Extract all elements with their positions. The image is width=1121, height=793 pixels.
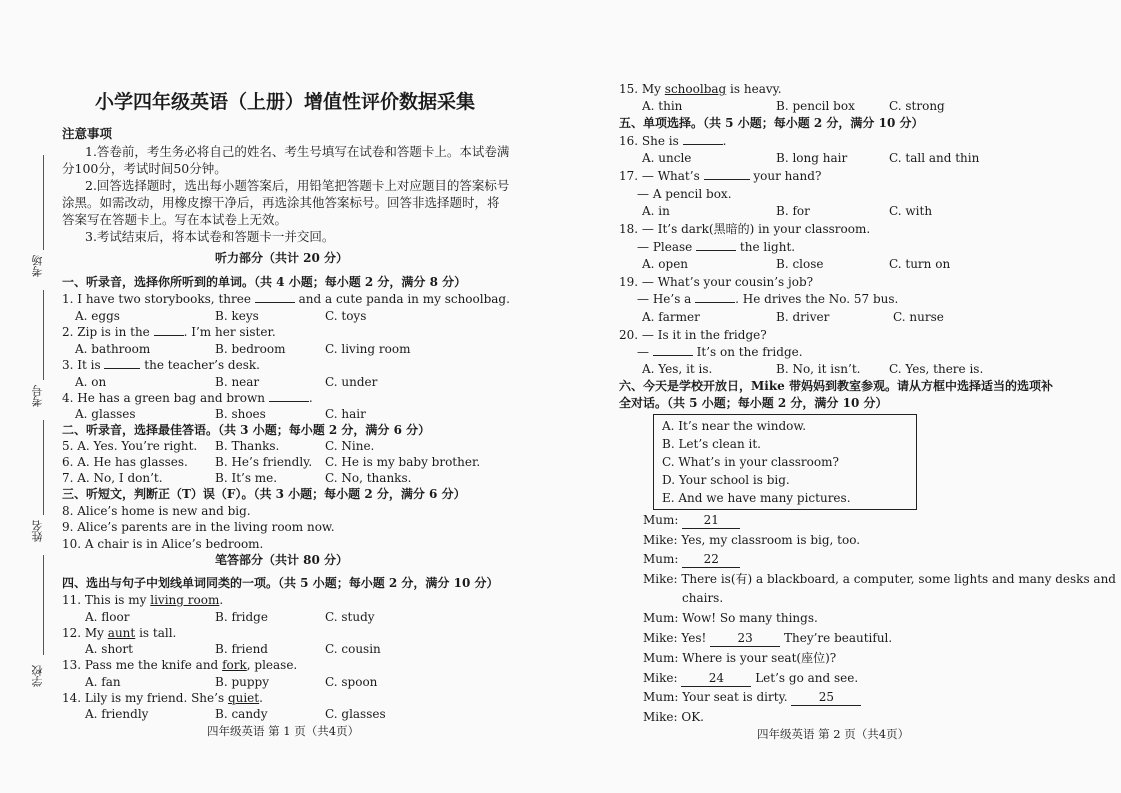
q3-option-a[interactable]: A. on — [75, 375, 107, 389]
q14-option-c[interactable]: C. glasses — [325, 707, 386, 721]
page-title: 小学四年级英语（上册）增值性评价数据采集 — [95, 91, 476, 113]
q15-option-b[interactable]: B. pencil box — [776, 99, 855, 113]
section-5-heading: 五、单项选择。（共 5 小题；每小题 2 分，满分 10 分） — [619, 116, 924, 130]
q18-option-a[interactable]: A. open — [642, 257, 689, 271]
blank-25[interactable]: 25 — [791, 690, 861, 706]
q5-option-c[interactable]: C. Nine. — [325, 439, 375, 453]
q13-option-a[interactable]: A. fan — [85, 675, 121, 689]
section-3-heading: 三、听短文，判断正（T）误（F）。（共 3 小题；每小题 2 分，满分 6 分） — [62, 487, 466, 501]
page-footer-1: 四年级英语 第 1 页（共4页） — [207, 724, 360, 738]
binding-line — [43, 555, 44, 655]
q11-option-b[interactable]: B. fridge — [215, 610, 268, 624]
blank-22[interactable]: 22 — [682, 552, 740, 568]
q13-option-b[interactable]: B. puppy — [215, 675, 269, 689]
q4-option-c[interactable]: C. hair — [325, 407, 366, 421]
note-3: 3.考试结束后，将本试卷和答题卡一并交回。 — [85, 229, 335, 244]
question-17-answer: — A pencil box. — [637, 187, 732, 201]
q14-option-b[interactable]: B. candy — [215, 707, 268, 721]
dialog-line-10: Mike: OK. — [643, 710, 704, 724]
q2-option-b[interactable]: B. bedroom — [215, 342, 286, 356]
blank-21[interactable]: 21 — [682, 513, 740, 529]
question-18-line2: — Please the light. — [637, 240, 796, 254]
section-2-heading: 二、听录音，选择最佳答语。（共 3 小题；每小题 2 分，满分 6 分） — [62, 423, 431, 437]
question-18: 18. — It’s dark(黑暗的) in your classroom. — [619, 222, 871, 236]
q13-option-c[interactable]: C. spoon — [325, 675, 378, 689]
section-6-heading-2: 全对话。（共 5 小题；每小题 2 分，满分 10 分） — [619, 396, 888, 410]
section-4-heading: 四、选出与句子中划线单词同类的一项。（共 5 小题；每小题 2 分，满分 10 分） — [62, 576, 499, 590]
q19-option-c[interactable]: C. nurse — [893, 310, 944, 324]
question-19: 19. — What’s your cousin’s job? — [619, 275, 814, 289]
question-20-line2: — It’s on the fridge. — [637, 345, 803, 359]
binding-label-exam-number: 考号 — [31, 385, 44, 407]
dialog-line-5: Mum: Wow! So many things. — [643, 611, 818, 625]
q16-option-b[interactable]: B. long hair — [776, 151, 848, 165]
question-11: 11. This is my living room. — [62, 593, 224, 607]
q7-option-b[interactable]: B. It’s me. — [215, 471, 278, 485]
note-1b: 分100分，考试时间50分钟。 — [62, 161, 227, 176]
question-20: 20. — Is it in the fridge? — [619, 328, 767, 342]
binding-line — [43, 420, 44, 515]
question-12: 12. My aunt is tall. — [62, 626, 177, 640]
q11-option-c[interactable]: C. study — [325, 610, 375, 624]
q15-option-a[interactable]: A. thin — [642, 99, 683, 113]
dialog-line-4b: chairs. — [682, 591, 724, 605]
question-4: 4. He has a green bag and brown . — [62, 391, 313, 405]
q4-option-b[interactable]: B. shoes — [215, 407, 266, 421]
q7-option-a[interactable]: 7. A. No, I don’t. — [62, 471, 163, 485]
dialog-line-6: Mike: Yes! 23 They’re beautiful. — [643, 631, 893, 645]
binding-margin — [0, 0, 55, 793]
q4-option-a[interactable]: A. glasses — [75, 407, 136, 421]
q2-option-a[interactable]: A. bathroom — [75, 342, 151, 356]
question-13: 13. Pass me the knife and fork, please. — [62, 658, 298, 672]
q18-option-b[interactable]: B. close — [776, 257, 824, 271]
box-option-c: C. What’s in your classroom? — [662, 455, 839, 469]
q6-option-c[interactable]: C. He is my baby brother. — [325, 455, 481, 469]
question-16: 16. She is . — [619, 134, 727, 148]
q12-option-a[interactable]: A. short — [85, 642, 133, 656]
q17-option-a[interactable]: A. in — [642, 204, 670, 218]
binding-label-name: 姓名 — [31, 520, 44, 542]
q19-option-b[interactable]: B. driver — [776, 310, 830, 324]
options-box — [653, 414, 917, 510]
listening-part-heading: 听力部分（共计 20 分） — [215, 251, 349, 265]
dialog-line-1: Mum: 21 — [643, 513, 740, 529]
q20-option-a[interactable]: A. Yes, it is. — [642, 362, 713, 376]
question-14: 14. Lily is my friend. She’s quiet. — [62, 691, 263, 705]
q20-option-b[interactable]: B. No, it isn’t. — [776, 362, 861, 376]
q7-option-c[interactable]: C. No, thanks. — [325, 471, 412, 485]
q16-option-a[interactable]: A. uncle — [642, 151, 692, 165]
dialog-line-9: Mum: Your seat is dirty. 25 — [643, 690, 861, 706]
q1-option-c[interactable]: C. toys — [325, 309, 367, 323]
question-2: 2. Zip is in the . I’m her sister. — [62, 325, 276, 339]
binding-line — [43, 290, 44, 380]
question-15: 15. My schoolbag is heavy. — [619, 82, 782, 96]
question-19-line2: — He’s a . He drives the No. 57 bus. — [637, 292, 899, 306]
question-10: 10. A chair is in Alice’s bedroom. — [62, 537, 264, 551]
dialog-line-4: Mike: There is(有) a blackboard, a computer, some lights and many desks and — [643, 572, 1116, 586]
q3-option-c[interactable]: C. under — [325, 375, 378, 389]
note-2a: 2.回答选择题时，选出每小题答案后，用铅笔把答题卡上对应题目的答案标号 — [85, 178, 510, 193]
q16-option-c[interactable]: C. tall and thin — [889, 151, 980, 165]
q19-option-a[interactable]: A. farmer — [642, 310, 700, 324]
question-1: 1. I have two storybooks, three and a cute panda in my schoolbag. — [62, 292, 510, 306]
box-option-e: E. And we have many pictures. — [662, 491, 851, 505]
dialog-line-8: Mike: 24 Let’s go and see. — [643, 671, 859, 685]
blank-24[interactable]: 24 — [681, 671, 751, 687]
note-2c: 答案写在答题卡上。写在本试卷上无效。 — [62, 212, 288, 227]
blank-23[interactable]: 23 — [710, 631, 780, 647]
note-1a: 1.答卷前，考生务必将自己的姓名、考生号填写在试卷和答题卡上。本试卷满 — [85, 144, 510, 159]
q1-option-b[interactable]: B. keys — [215, 309, 259, 323]
q18-option-c[interactable]: C. turn on — [889, 257, 951, 271]
q11-option-a[interactable]: A. floor — [85, 610, 130, 624]
notes-heading: 注意事项 — [62, 126, 113, 141]
dialog-line-7: Mum: Where is your seat(座位)? — [643, 651, 837, 665]
question-9: 9. Alice’s parents are in the living room now. — [62, 520, 335, 534]
q12-option-c[interactable]: C. cousin — [325, 642, 381, 656]
q15-option-c[interactable]: C. strong — [889, 99, 945, 113]
question-3: 3. It is the teacher’s desk. — [62, 358, 260, 372]
section-6-heading: 六、今天是学校开放日，Mike 带妈妈到教室参观。请从方框中选择适当的选项补 — [619, 379, 1053, 393]
binding-label-exam-room: 考场 — [31, 255, 44, 277]
binding-line — [43, 155, 44, 250]
q14-option-a[interactable]: A. friendly — [85, 707, 149, 721]
q17-option-c[interactable]: C. with — [889, 204, 933, 218]
written-part-heading: 笔答部分（共计 80 分） — [215, 553, 349, 567]
box-option-a: A. It’s near the window. — [662, 419, 807, 433]
q1-option-a[interactable]: A. eggs — [75, 309, 120, 323]
binding-label-school: 学校 — [31, 665, 44, 687]
q3-option-b[interactable]: B. near — [215, 375, 260, 389]
question-8: 8. Alice’s home is new and big. — [62, 504, 251, 518]
dialog-line-3: Mum: 22 — [643, 552, 740, 568]
q5-option-a[interactable]: 5. A. Yes. You’re right. — [62, 439, 198, 453]
q17-option-b[interactable]: B. for — [776, 204, 810, 218]
q5-option-b[interactable]: B. Thanks. — [215, 439, 280, 453]
page-footer-2: 四年级英语 第 2 页（共4页） — [757, 727, 910, 741]
note-2b: 涂黑。如需改动，用橡皮擦干净后，再选涂其他答案标号。回答非选择题时，将 — [62, 195, 500, 210]
q6-option-b[interactable]: B. He’s friendly. — [215, 455, 313, 469]
box-option-b: B. Let’s clean it. — [662, 437, 761, 451]
q2-option-c[interactable]: C. living room — [325, 342, 411, 356]
dialog-line-2: Mike: Yes, my classroom is big, too. — [643, 533, 861, 547]
question-17: 17. — What’s your hand? — [619, 169, 822, 183]
section-1-heading: 一、听录音，选择你所听到的单词。（共 4 小题；每小题 2 分，满分 8 分） — [62, 275, 467, 289]
q12-option-b[interactable]: B. friend — [215, 642, 268, 656]
box-option-d: D. Your school is big. — [662, 473, 790, 487]
q20-option-c[interactable]: C. Yes, there is. — [889, 362, 984, 376]
q6-option-a[interactable]: 6. A. He has glasses. — [62, 455, 188, 469]
